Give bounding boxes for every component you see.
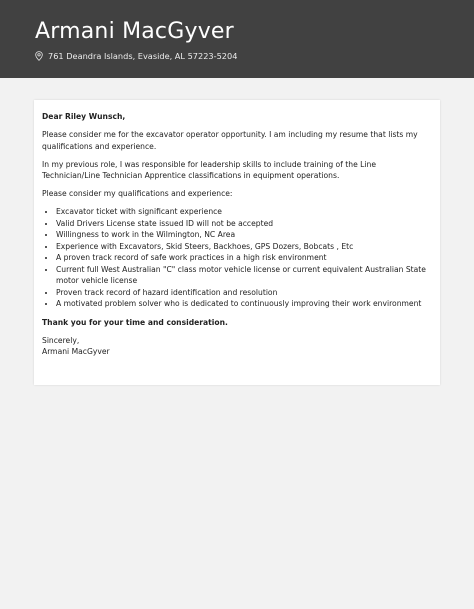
thank-you-line: Thank you for your time and consideration. <box>42 317 228 327</box>
list-item: • A proven track record of safe work practices in a high risk environment <box>56 252 431 264</box>
paragraph-qualifications-lead: Please consider my qualifications and experience: <box>42 189 233 198</box>
paragraph-experience: In my previous role, I was responsible for leadership skills to include training of the Line Technician/Line Technician Apprentice classifications in equipment operations. <box>42 159 376 180</box>
address-row <box>35 50 474 62</box>
location-pin-icon <box>35 51 43 61</box>
applicant-name: Armani MacGyver <box>35 19 234 44</box>
list-item: • Valid Drivers License state issued ID will not be accepted <box>56 218 431 230</box>
list-item: • Current full West Australian "C" class motor vehicle license or current equivalent Australian State motor vehicle license <box>56 264 431 287</box>
list-item: • Experience with Excavators, Skid Steers, Backhoes, GPS Dozers, Bobcats , Etc <box>56 241 431 253</box>
list-item: • Willingness to work in the Wilmington, NC Area <box>56 229 431 241</box>
signature-name: Armani MacGyver <box>42 347 110 356</box>
list-item: • A motivated problem solver who is dedicated to continuously improving their work environment <box>56 298 431 310</box>
closing: Sincerely, <box>42 335 80 345</box>
paragraph-intro: Please consider me for the excavator operator opportunity. I am including my resume that lists my qualifications and experience. <box>42 130 418 151</box>
letter-card <box>34 100 440 385</box>
qualifications-list <box>42 206 431 310</box>
salutation: Dear Riley Wunsch, <box>42 112 126 121</box>
list-item: • Excavator ticket with significant experience <box>56 206 431 218</box>
address-text: 761 Deandra Islands, Evaside, AL 57223-5204 <box>48 51 238 61</box>
list-item: • Proven track record of hazard identification and resolution <box>56 287 431 299</box>
header-banner <box>0 0 474 78</box>
